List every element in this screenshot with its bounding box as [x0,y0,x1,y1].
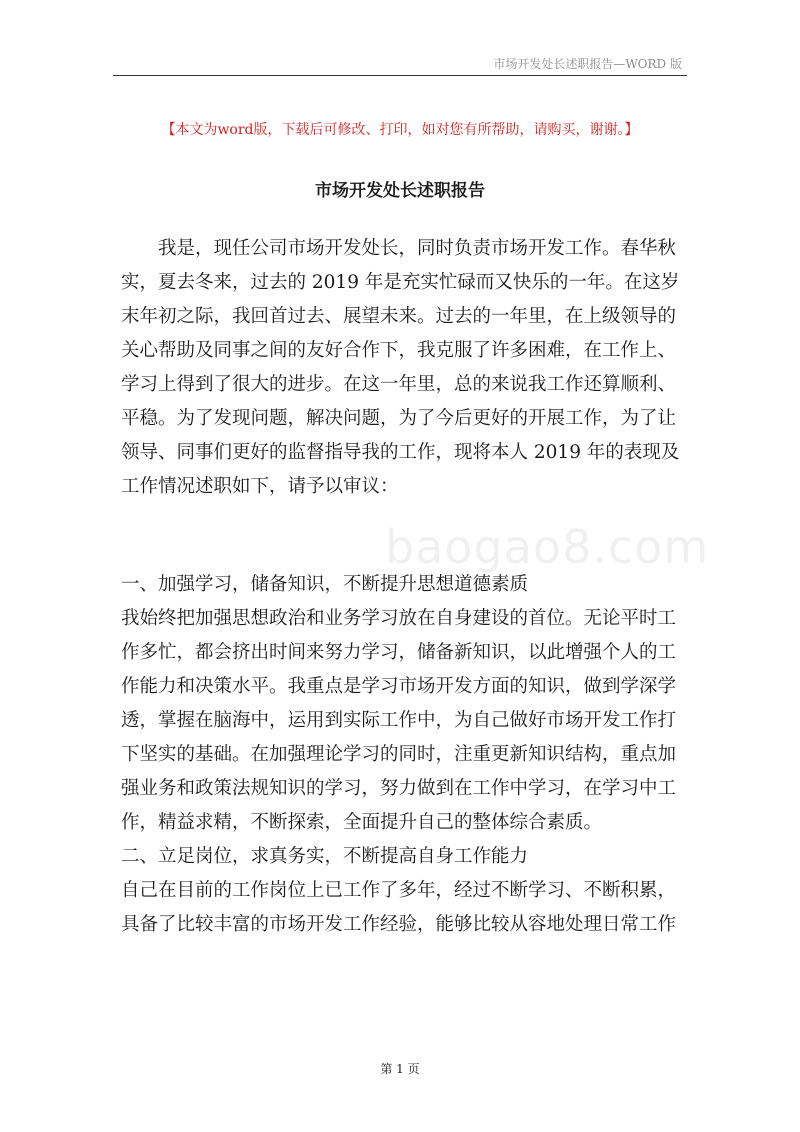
text-line: 作多忙，都会挤出时间来努力学习，储备新知识，以此增强个人的工 [121,642,677,663]
text-line: 我是，现任公司市场开发处长，同时负责市场开发工作。春华秋 [121,238,677,259]
text-line: 学习上得到了很大的进步。在这一年里，总的来说我工作还算顺利、 [121,374,677,395]
text-line: 强业务和政策法规知识的学习，努力做到在工作中学习，在学习中工 [121,778,677,799]
text-line: 关心帮助及同事之间的友好合作下，我克服了许多困难，在工作上、 [121,340,677,361]
text-line: 透，掌握在脑海中，运用到实际工作中，为自己做好市场开发工作打 [121,710,677,731]
text-line: 工作情况述职如下，请予以审议： [121,476,399,497]
section-heading-1: 一、加强学习，储备知识，不断提升思想道德素质 [121,574,529,595]
text-line: 自己在目前的工作岗位上已工作了多年，经过不断学习、不断积累， [121,880,677,901]
text-line: 我始终把加强思想政治和业务学习放在自身建设的首位。无论平时工 [121,608,677,629]
running-header: 市场开发处长述职报告—WORD 版 [493,57,682,71]
header-divider [113,75,687,76]
text-line: 下坚实的基础。在加强理论学习的同时，注重更新知识结构，重点加 [121,744,677,765]
text-line: 平稳。为了发现问题，解决问题，为了今后更好的开展工作，为了让 [121,408,677,429]
text-line: 实，夏去冬来，过去的 2019 年是充实忙碌而又快乐的一年。在这岁 [121,272,680,293]
body-sections [121,568,681,942]
document-title: 市场开发处长述职报告 [315,181,485,201]
watermark: baogao8.com [385,520,710,574]
text-line: 末年初之际，我回首过去、展望未来。过去的一年里，在上级领导的 [121,306,677,327]
page-number: 第 1 页 [380,1062,420,1076]
text-line: 作能力和决策水平。我重点是学习市场开发方面的知识，做到学深学 [121,676,677,697]
section-heading-2: 二、立足岗位，求真务实，不断提高自身工作能力 [121,846,529,867]
intro-paragraph [121,232,681,504]
text-line: 作，精益求精，不断探索，全面提升自己的整体综合素质。 [121,812,603,833]
text-line: 具备了比较丰富的市场开发工作经验，能够比较从容地处理日常工作 [121,914,677,935]
text-line: 领导、同事们更好的监督指导我的工作，现将本人 2019 年的表现及 [121,442,680,463]
purchase-notice: 【本文为word版，下载后可修改、打印，如对您有所帮助，请购买，谢谢。】 [161,122,639,138]
